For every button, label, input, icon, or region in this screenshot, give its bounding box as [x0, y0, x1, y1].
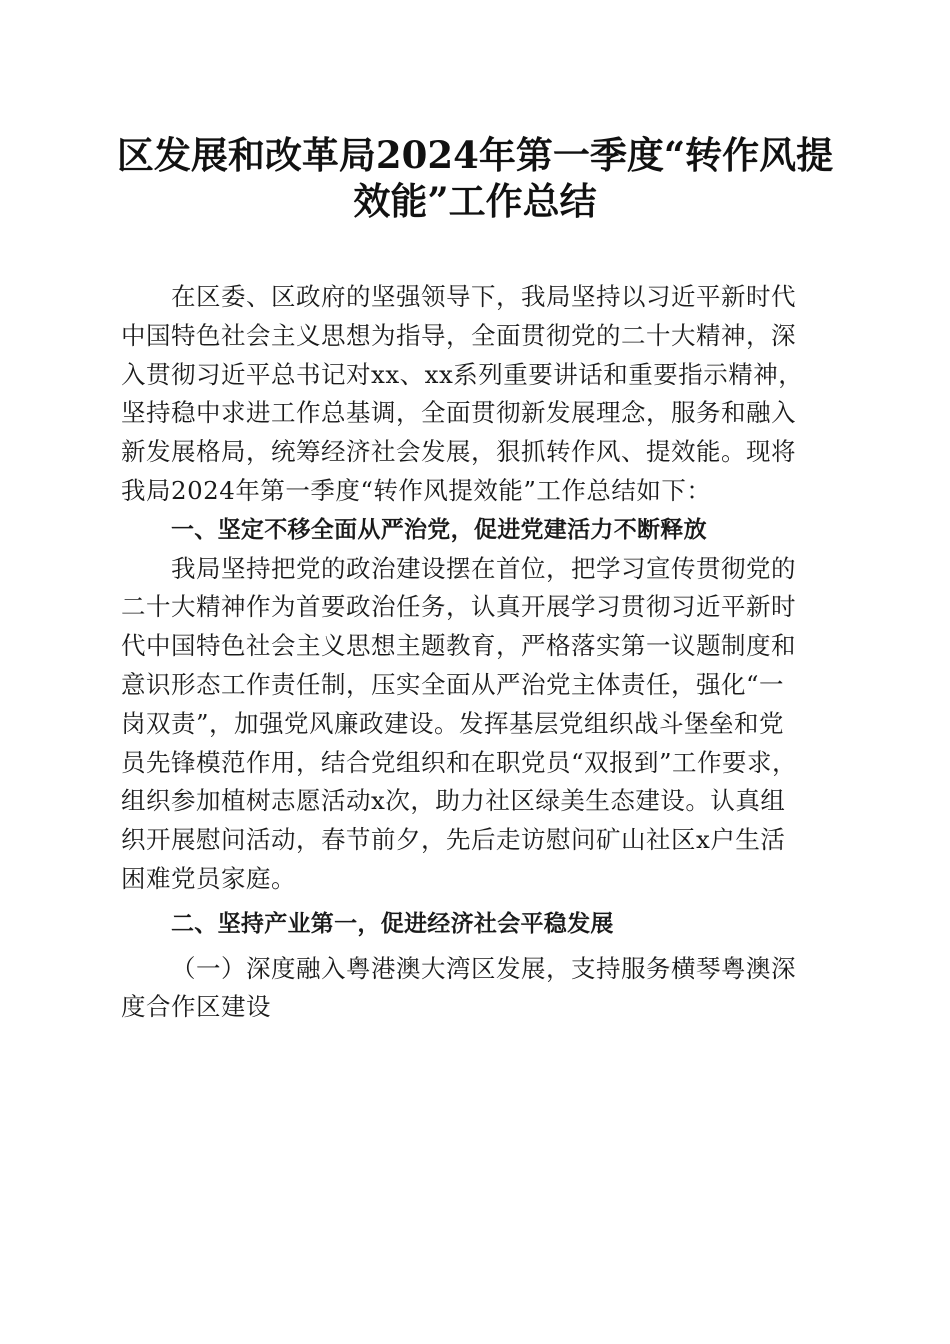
section-1-line: 二十大精神作为首要政治任务，认真开展学习贯彻习近平新时 — [121, 592, 796, 622]
intro-line: 在区委、区政府的坚强领导下，我局坚持以习近平新时代 — [171, 282, 796, 311]
intro-line: 新发展格局，统筹经济社会发展，狠抓转作风、提效能。现将 — [121, 437, 796, 467]
document-title — [110, 132, 840, 224]
document-body — [121, 278, 831, 1027]
intro-line: 中国特色社会主义思想为指导，全面贯彻党的二十大精神，深 — [121, 320, 796, 350]
intro-line: 坚持稳中求进工作总基调，全面贯彻新发展理念，服务和融入 — [121, 398, 796, 428]
section-1-line: 员先锋模范作用，结合党组织和在职党员“双报到”工作要求， — [121, 747, 798, 777]
section-2-sub-heading-line: （一）深度融入粤港澳大湾区发展，支持服务横琴粤澳深 — [171, 953, 796, 983]
title-line-2: 效能”工作总结 — [353, 179, 597, 223]
section-1-line: 代中国特色社会主义思想主题教育，严格落实第一议题制度和 — [121, 631, 796, 661]
intro-line: 我局2024年第一季度“转作风提效能”工作总结如下： — [121, 475, 712, 505]
section-2-heading: 二、坚持产业第一，促进经济社会平稳发展 — [171, 910, 614, 937]
section-1-line: 岗双责”，加强党风廉政建设。发挥基层党组织战斗堡垒和党 — [121, 708, 785, 738]
section-1-line: 织开展慰问活动，春节前夕，先后走访慰问矿山社区x户生活 — [121, 825, 786, 855]
title-line-1: 区发展和改革局2024年第一季度“转作风提 — [116, 133, 834, 177]
section-1-line: 困难党员家庭。 — [121, 863, 296, 893]
section-1-line: 组织参加植树志愿活动x次，助力社区绿美生态建设。认真组 — [121, 786, 786, 816]
section-1-heading: 一、坚定不移全面从严治党，促进党建活力不断释放 — [171, 516, 707, 543]
section-2-sub-heading-line: 度合作区建设 — [121, 992, 271, 1022]
intro-line: 入贯彻习近平总书记对xx、xx系列重要讲话和重要指示精神， — [121, 359, 804, 389]
section-1-line: 意识形态工作责任制，压实全面从严治党主体责任，强化“一 — [121, 669, 785, 699]
section-1-line: 我局坚持把党的政治建设摆在首位，把学习宣传贯彻党的 — [171, 553, 796, 583]
